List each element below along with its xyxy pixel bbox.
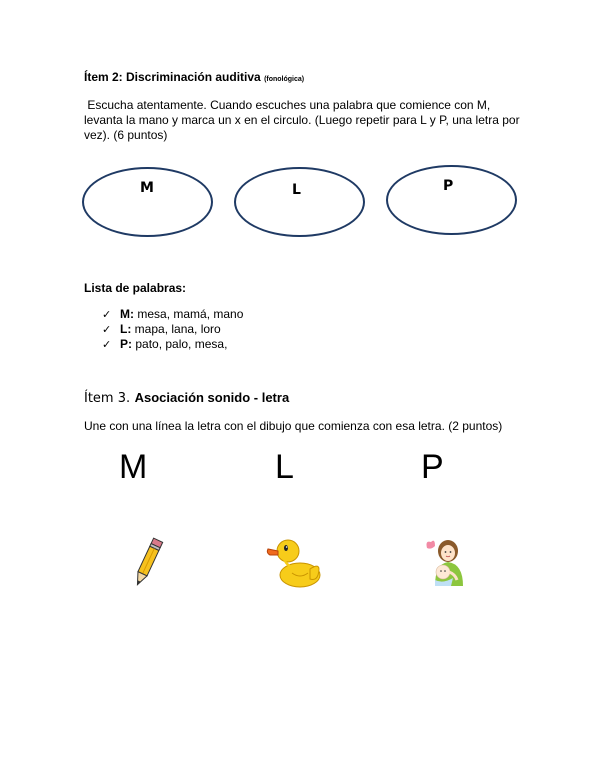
check-icon: ✓: [102, 324, 112, 336]
oval-m[interactable]: [82, 167, 213, 237]
item3-instructions: Une con una línea la letra con el dibujo que comienza con esa letra. (2 puntos): [84, 419, 503, 433]
item2-title-text: Ítem 2: Discriminación auditiva: [84, 70, 261, 84]
item2-title: [84, 70, 304, 84]
mother-baby-icon[interactable]: [421, 538, 465, 588]
oval-p-letter: P: [443, 178, 454, 194]
oval-l[interactable]: [234, 167, 365, 237]
item3-title: [84, 389, 289, 407]
oval-m-letter: M: [140, 180, 154, 196]
oval-l-letter: L: [292, 182, 301, 198]
item2-instructions-line2: levanta la mano y marca un x en el circulo. (Luego repetir para L y P, una letra por: [84, 113, 520, 127]
big-letter-p[interactable]: P: [421, 448, 444, 486]
item2-instructions: [84, 98, 544, 143]
duck-icon[interactable]: [266, 535, 324, 591]
check-icon: ✓: [102, 309, 112, 321]
big-letter-m[interactable]: M: [119, 448, 148, 486]
list-item: ✓ P: pato, palo, mesa,: [102, 337, 228, 351]
item3-title-rest: Asociación sonido - letra: [134, 390, 290, 405]
list-item: ✓ M: mesa, mamá, mano: [102, 307, 244, 321]
word-list-heading: Lista de palabras:: [84, 281, 187, 295]
check-icon: ✓: [102, 339, 112, 351]
oval-p[interactable]: [386, 165, 517, 235]
pencil-icon[interactable]: [128, 532, 168, 592]
big-letter-l[interactable]: L: [275, 448, 294, 486]
item2-instructions-line1: Escucha atentamente. Cuando escuches una palabra que comience con M,: [87, 98, 491, 112]
item2-title-small: (fonológica): [264, 76, 305, 83]
item2-instructions-line3: vez). (6 puntos): [84, 128, 168, 142]
item3-title-prefix: Ítem 3.: [84, 391, 131, 406]
list-item: ✓ L: mapa, lana, loro: [102, 322, 221, 336]
word-list: [102, 307, 243, 352]
